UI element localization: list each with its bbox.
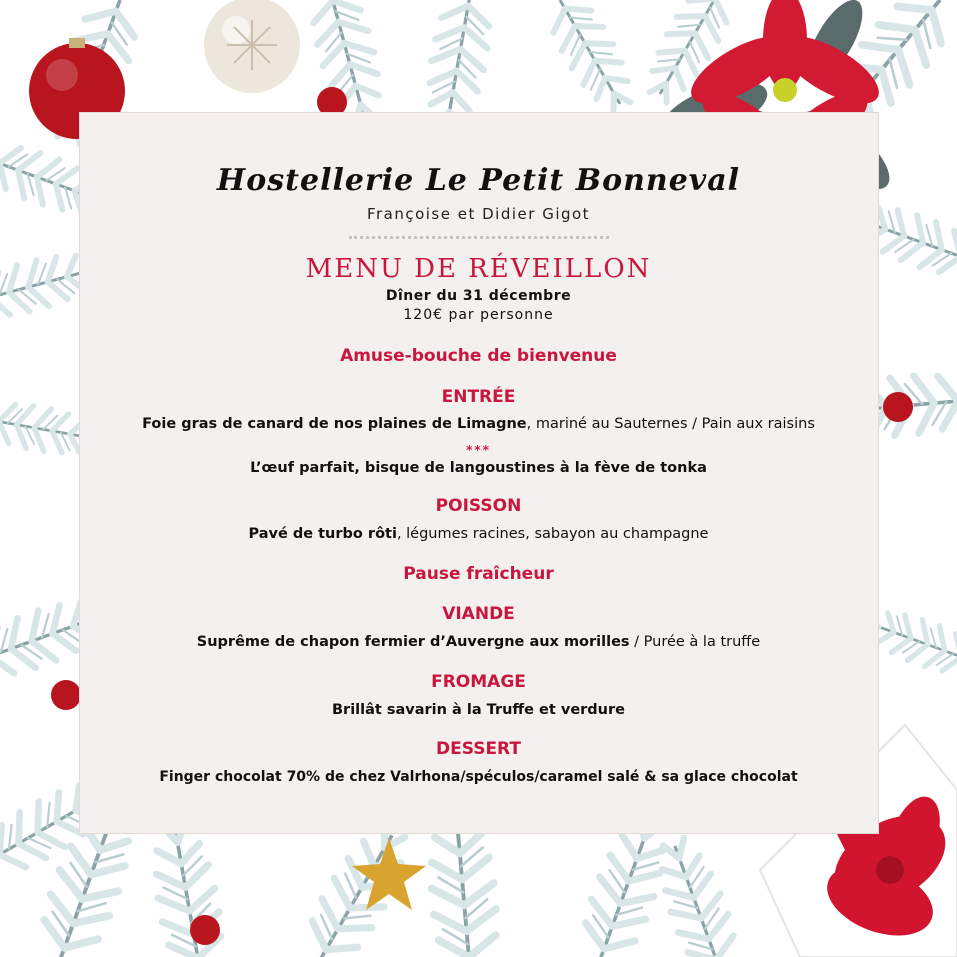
entree-dish-2 [0, 460, 957, 476]
poisson-dish-main: Pavé de turbo rôti [248, 526, 397, 542]
viande-dish [0, 634, 957, 650]
dessert-heading: DESSERT [436, 739, 521, 759]
amuse-bouche-heading: Amuse-bouche de bienvenue [340, 346, 617, 366]
owners-name: Françoise et Didier Gigot [366, 205, 591, 223]
pause-heading: Pause fraîcheur [403, 564, 554, 584]
menu-date: Dîner du 31 décembre [385, 288, 572, 304]
viande-dish-main: Suprême de chapon fermier d’Auvergne aux morilles [196, 634, 630, 650]
menu-price: 120€ par personne [403, 307, 554, 323]
entree-dish-1-main: Foie gras de canard de nos plaines de Limagne [142, 416, 527, 432]
fromage-heading: FROMAGE [431, 672, 526, 692]
entree-dish-1 [0, 416, 957, 432]
entree-heading: ENTRÉE [441, 387, 516, 407]
viande-heading: VIANDE [442, 604, 515, 624]
dessert-dish [0, 769, 957, 785]
menu-title: MENU DE RÉVEILLON [305, 254, 652, 284]
hotel-name: Hostellerie Le Petit Bonneval [216, 163, 741, 198]
dessert-dish-main: Finger chocolat 70% de chez Valrhona/spéculos/caramel salé & sa glace chocolat [159, 769, 798, 785]
dotted-divider [349, 236, 609, 239]
entree-dish-2-main: L’œuf parfait, bisque de langoustines à la fève de tonka [250, 460, 707, 476]
viande-dish-detail: / Purée à la truffe [629, 634, 761, 650]
poisson-heading: POISSON [435, 496, 522, 516]
white-bauble [204, 0, 300, 93]
poisson-dish [0, 526, 957, 542]
fromage-dish [0, 702, 957, 718]
fromage-dish-main: Brillât savarin à la Truffe et verdure [332, 702, 625, 718]
dish-separator: *** [466, 443, 491, 457]
entree-dish-1-detail: , mariné au Sauternes / Pain aux raisins [526, 416, 815, 432]
poisson-dish-detail: , légumes racines, sabayon au champagne [396, 526, 709, 542]
